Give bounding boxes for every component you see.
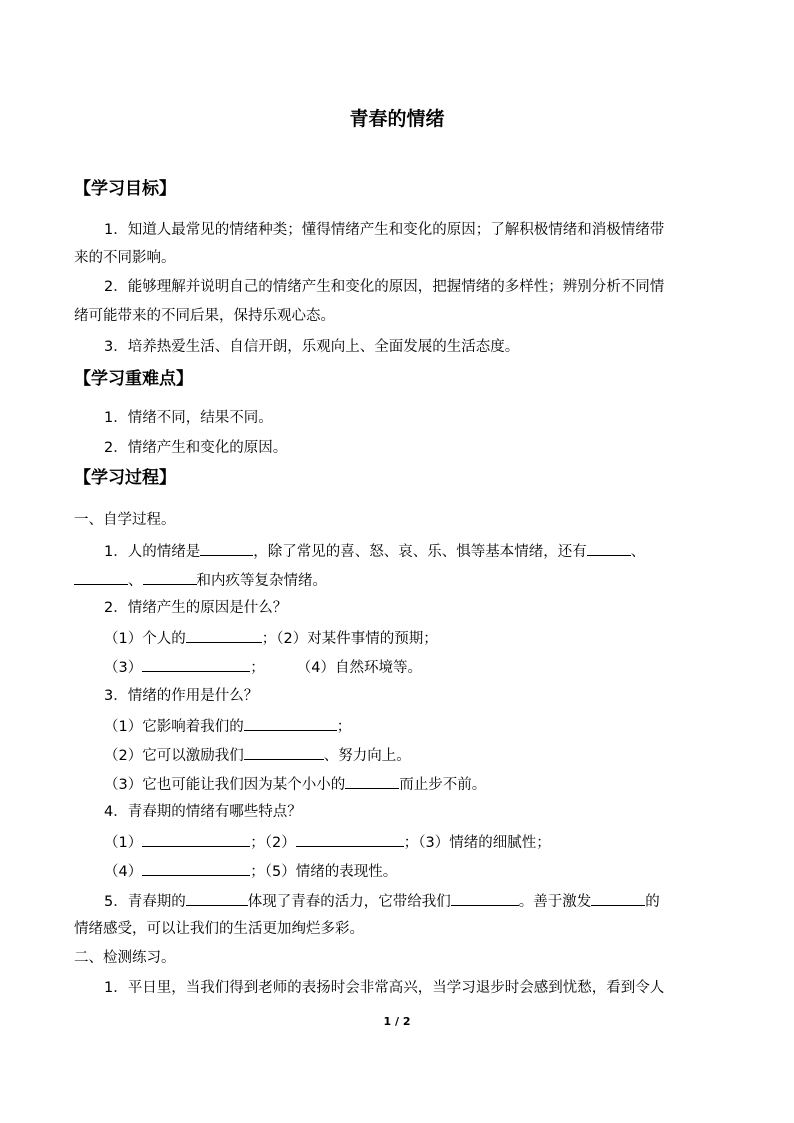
q3-3-text-b: 而止步不前。 bbox=[399, 777, 487, 793]
q2-3-text-c: （4）自然环境等。 bbox=[296, 660, 422, 676]
section-process-heading: 【学习过程】 bbox=[74, 468, 176, 488]
q4-1-text-a: （1） bbox=[104, 835, 143, 851]
question-2-item-3 bbox=[104, 656, 422, 678]
question-2-item-1 bbox=[104, 627, 438, 649]
fill-blank[interactable] bbox=[142, 656, 250, 672]
question-1-line-1 bbox=[104, 540, 645, 562]
question-5-line-1 bbox=[104, 890, 660, 912]
question-1-line-2 bbox=[74, 569, 327, 591]
q5-text-a: 5．青春期的 bbox=[104, 894, 186, 910]
q5-text-b: 体现了青春的活力，它带给我们 bbox=[247, 894, 451, 910]
question-2: 2．情绪产生的原因是什么？ bbox=[104, 600, 288, 616]
q1-text-a: 1．人的情绪是 bbox=[104, 544, 201, 560]
question-4-items-1-3 bbox=[104, 831, 551, 853]
q2-3-text-b: ； bbox=[250, 660, 265, 676]
goal-3: 3．培养热爱生活、自信开朗，乐观向上、全面发展的生活态度。 bbox=[104, 339, 520, 355]
question-3-item-1 bbox=[104, 715, 351, 737]
fill-blank[interactable] bbox=[244, 715, 337, 731]
self-study-heading: 一、自学过程。 bbox=[74, 512, 176, 528]
q4-4-text-b: ；（5）情绪的表现性。 bbox=[250, 864, 398, 880]
goal-2-line-2: 绪可能带来的不同后果，保持乐观心态。 bbox=[74, 308, 335, 324]
q5-text-c: 。善于激发 bbox=[518, 894, 592, 910]
fill-blank[interactable] bbox=[587, 540, 631, 556]
goal-2-line-1: 2．能够理解并说明自己的情绪产生和变化的原因，把握情绪的多样性；辨别分析不同情 bbox=[104, 279, 665, 295]
practice-1: 1．平日里，当我们得到老师的表扬时会非常高兴，当学习退步时会感到忧愁，看到令人 bbox=[104, 980, 665, 996]
q4-1-text-b: ；（2） bbox=[250, 835, 296, 851]
question-4-items-4-5 bbox=[104, 860, 397, 882]
fill-blank[interactable] bbox=[186, 627, 262, 643]
section-goals-heading: 【学习目标】 bbox=[74, 179, 176, 199]
question-3-item-3 bbox=[104, 773, 486, 795]
q3-1-text-a: （1）它影响着我们的 bbox=[104, 719, 244, 735]
q3-3-text-a: （3）它也可能让我们因为某个小小的 bbox=[104, 777, 346, 793]
fill-blank[interactable] bbox=[451, 890, 519, 906]
q2-3-text-a: （3） bbox=[104, 660, 143, 676]
question-4: 4．青春期的情绪有哪些特点？ bbox=[104, 804, 302, 820]
q2-1-text-b: ；（2）对某件事情的预期； bbox=[261, 631, 438, 647]
fill-blank[interactable] bbox=[74, 569, 128, 585]
key-point-2: 2．情绪产生和变化的原因。 bbox=[104, 440, 288, 456]
fill-blank[interactable] bbox=[296, 831, 404, 847]
goal-1-line-2: 来的不同影响。 bbox=[74, 250, 176, 266]
section-key-heading: 【学习重难点】 bbox=[74, 369, 193, 389]
fill-blank[interactable] bbox=[200, 540, 253, 556]
fill-blank[interactable] bbox=[591, 890, 645, 906]
q3-2-text-b: 、努力向上。 bbox=[323, 748, 411, 764]
q1-text-e: 和内疚等复杂情绪。 bbox=[196, 573, 327, 589]
q4-1-text-c: ；（3）情绪的细腻性； bbox=[403, 835, 551, 851]
q5-text-d: 的 bbox=[645, 894, 660, 910]
q3-2-text-a: （2）它可以激励我们 bbox=[104, 748, 244, 764]
q1-text-d: 、 bbox=[128, 573, 143, 589]
fill-blank[interactable] bbox=[186, 890, 248, 906]
q2-1-text-a: （1）个人的 bbox=[104, 631, 186, 647]
key-point-1: 1．情绪不同，结果不同。 bbox=[104, 410, 273, 426]
fill-blank[interactable] bbox=[142, 860, 250, 876]
document-title: 青春的情绪 bbox=[349, 108, 445, 130]
q1-text-c: 、 bbox=[630, 544, 646, 560]
goal-1-line-1: 1．知道人最常见的情绪种类；懂得情绪产生和变化的原因；了解积极情绪和消极情绪带 bbox=[104, 222, 665, 238]
q1-text-b: ，除了常见的喜、怒、哀、乐、惧等基本情绪，还有 bbox=[253, 544, 587, 560]
practice-heading: 二、检测练习。 bbox=[74, 950, 176, 966]
q3-1-text-b: ； bbox=[336, 719, 352, 735]
q4-4-text-a: （4） bbox=[104, 864, 143, 880]
fill-blank[interactable] bbox=[244, 744, 324, 760]
question-5-line-2: 情绪感受，可以让我们的生活更加绚烂多彩。 bbox=[74, 921, 364, 937]
fill-blank[interactable] bbox=[345, 773, 399, 789]
question-3: 3．情绪的作用是什么？ bbox=[104, 688, 259, 704]
question-3-item-2 bbox=[104, 744, 411, 766]
fill-blank[interactable] bbox=[142, 831, 250, 847]
page-number: 1 / 2 bbox=[383, 1015, 411, 1028]
fill-blank[interactable] bbox=[143, 569, 197, 585]
